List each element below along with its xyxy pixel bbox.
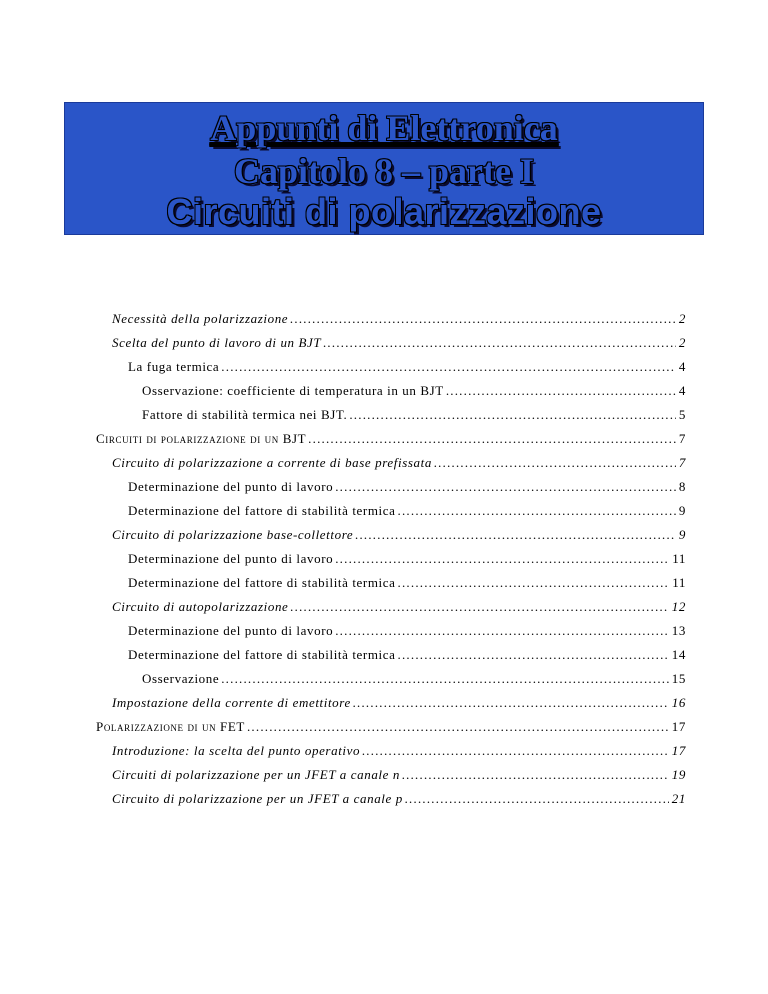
title-line-3: Circuiti di polarizzazione	[166, 191, 602, 232]
toc-label: Scelta del punto di lavoro di un BJT	[112, 335, 322, 350]
toc-label: La fuga termica	[128, 359, 220, 374]
toc-leader	[398, 503, 676, 519]
toc-entry[interactable]	[128, 623, 686, 639]
toc-label: Necessità della polarizzazione	[112, 311, 289, 326]
toc-entry[interactable]	[112, 743, 686, 759]
title-line-2: Capitolo 8 – parte I	[234, 151, 534, 191]
toc-entry[interactable]	[128, 647, 686, 663]
toc-entry[interactable]	[96, 719, 686, 735]
toc-leader	[355, 527, 676, 543]
toc-page: 12	[671, 599, 686, 614]
toc-label: Impostazione della corrente di emettitore	[112, 695, 351, 710]
toc-page: 2	[678, 335, 686, 350]
toc-leader	[398, 575, 670, 591]
toc-leader	[221, 671, 669, 687]
toc-page: 19	[671, 767, 686, 782]
toc-entry[interactable]	[96, 431, 686, 447]
toc-label: Determinazione del punto di lavoro	[128, 479, 334, 494]
toc-entry[interactable]	[142, 383, 686, 399]
toc-page: 17	[671, 719, 686, 734]
toc-entry[interactable]	[112, 767, 686, 783]
toc-entry[interactable]	[112, 455, 686, 471]
toc-page: 2	[678, 311, 686, 326]
toc-page: 4	[678, 359, 686, 374]
toc-label: Determinazione del fattore di stabilità termica	[128, 647, 396, 662]
toc-entry[interactable]	[112, 791, 686, 807]
toc-entry[interactable]	[112, 527, 686, 543]
toc-entry[interactable]	[128, 551, 686, 567]
toc-leader	[402, 767, 669, 783]
toc-page: 4	[678, 383, 686, 398]
toc-page: 9	[678, 527, 686, 542]
toc-label: Circuito di polarizzazione base-collettore	[112, 527, 354, 542]
title-line-1: Appunti di Elettronica	[210, 108, 558, 148]
toc-page: 9	[678, 503, 686, 518]
toc-label: Determinazione del fattore di stabilità termica	[128, 503, 396, 518]
toc-entry[interactable]	[142, 671, 686, 687]
toc-label: Osservazione: coefficiente di temperatura in un BJT	[142, 383, 444, 398]
toc-leader	[290, 599, 668, 615]
toc-leader	[349, 407, 676, 423]
toc-entry[interactable]	[142, 407, 686, 423]
toc-page: 11	[672, 575, 686, 590]
toc-page: 16	[671, 695, 686, 710]
toc-entry[interactable]	[112, 695, 686, 711]
toc-label: Circuito di autopolarizzazione	[112, 599, 289, 614]
toc-leader	[335, 479, 676, 495]
toc-leader	[221, 359, 676, 375]
toc-page: 8	[678, 479, 686, 494]
toc-entry[interactable]	[112, 311, 686, 327]
toc-leader	[308, 431, 676, 447]
toc-leader	[247, 719, 669, 735]
toc-label: Circuito di polarizzazione per un JFET a canale p	[112, 791, 403, 806]
toc-label: Circuiti di polarizzazione di un BJT	[96, 431, 307, 446]
toc-leader	[434, 455, 676, 471]
toc-page: 7	[678, 455, 686, 470]
toc-label: Fattore di stabilità termica nei BJT.	[142, 407, 348, 422]
toc-label: Osservazione	[142, 671, 220, 686]
toc-label: Determinazione del punto di lavoro	[128, 551, 334, 566]
toc-page: 11	[672, 551, 686, 566]
toc-label: Determinazione del fattore di stabilità termica	[128, 575, 396, 590]
toc-entry[interactable]	[112, 335, 686, 351]
toc-leader	[446, 383, 676, 399]
toc-page: 17	[671, 743, 686, 758]
toc-entry[interactable]	[128, 503, 686, 519]
toc-page: 14	[671, 647, 686, 662]
toc-label: Determinazione del punto di lavoro	[128, 623, 334, 638]
toc-leader	[335, 623, 669, 639]
toc-page: 21	[671, 791, 686, 806]
toc-page: 15	[671, 671, 686, 686]
title-banner	[64, 102, 704, 235]
toc-entry[interactable]	[128, 359, 686, 375]
toc-leader	[362, 743, 669, 759]
toc-page: 5	[678, 407, 686, 422]
toc-entry[interactable]	[112, 599, 686, 615]
toc-label: Introduzione: la scelta del punto operativo	[112, 743, 361, 758]
toc-label: Polarizzazione di un FET	[96, 719, 245, 734]
toc-leader	[335, 551, 669, 567]
toc-leader	[405, 791, 669, 807]
toc-label: Circuito di polarizzazione a corrente di base prefissata	[112, 455, 432, 470]
toc-leader	[323, 335, 676, 351]
toc-entry[interactable]	[128, 479, 686, 495]
toc-page: 7	[678, 431, 686, 446]
toc-leader	[398, 647, 669, 663]
toc-leader	[353, 695, 669, 711]
toc-leader	[290, 311, 676, 327]
toc-label: Circuiti di polarizzazione per un JFET a canale n	[112, 767, 400, 782]
toc-entry[interactable]	[128, 575, 686, 591]
toc-page: 13	[671, 623, 686, 638]
